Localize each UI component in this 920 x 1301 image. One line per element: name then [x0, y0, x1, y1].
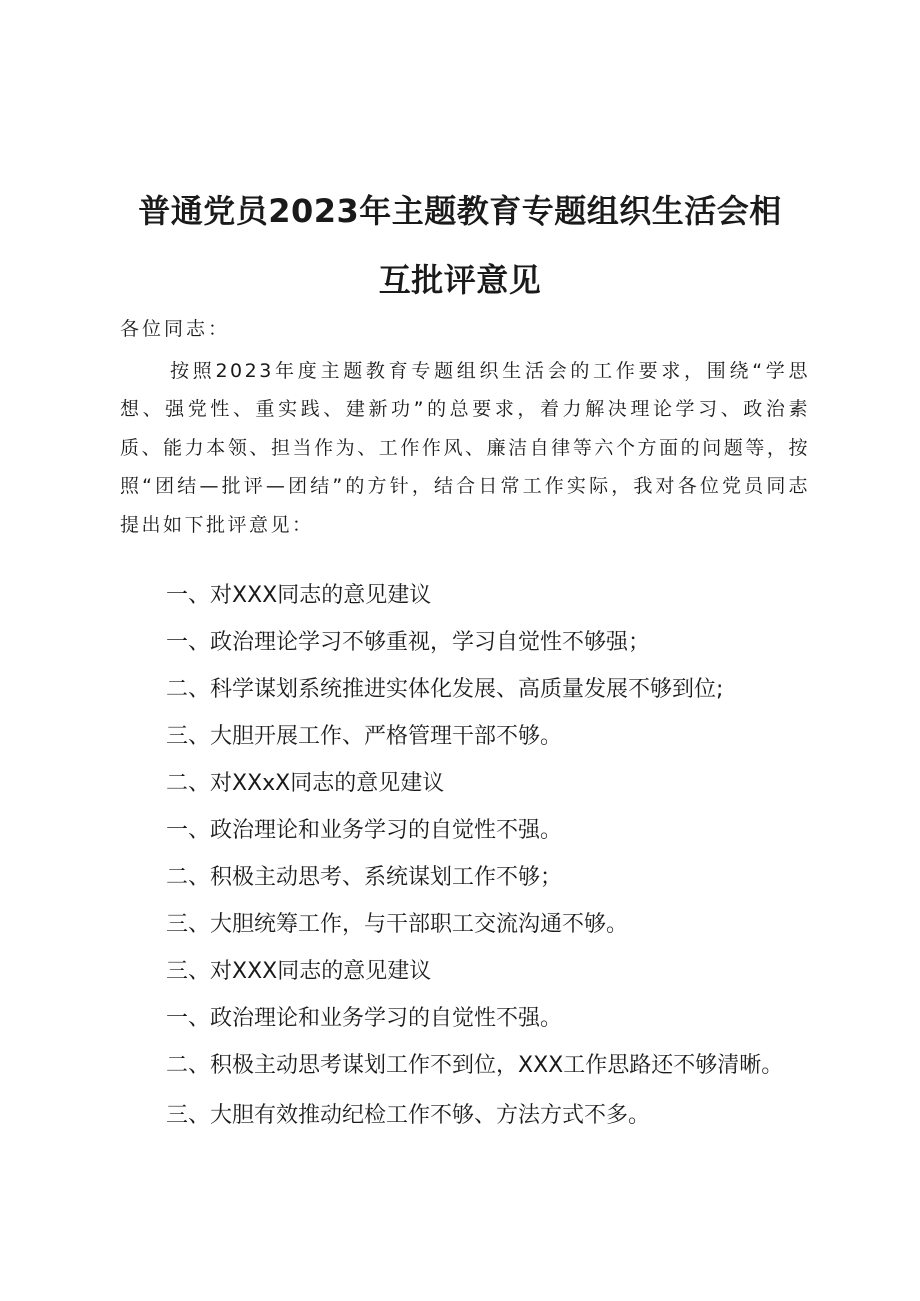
salutation: 各位同志： — [120, 318, 231, 340]
document-title-line-1: 普通党员2023年主题教育专题组织生活会相 — [138, 192, 782, 230]
section-1-item-1: 一、政治理论学习不够重视，学习自觉性不够强； — [166, 630, 651, 655]
document-title-line-2: 互批评意见 — [378, 261, 542, 299]
section-1-item-2: 二、科学谋划系统推进实体化发展、高质量发展不够到位; — [166, 677, 724, 702]
section-1-item-3: 三、大胆开展工作、严格管理干部不够。 — [166, 724, 563, 749]
intro-paragraph: 按照2023年度主题教育专题组织生活会的工作要求，围绕“学思想、强党性、重实践、建新功”的总要求，着力解决理论学习、政治素质、能力本领、担当作为、工作作风、廉洁自律等六个方面的问题等，按照“团结—批评—团结”的方针，结合日常工作实际，我对各位党员同志提出如下批评意见： — [120, 360, 810, 536]
section-3-heading: 三、对XXX同志的意见建议 — [166, 959, 432, 984]
section-2-item-1: 一、政治理论和业务学习的自觉性不强。 — [166, 818, 563, 843]
section-3-item-3: 三、大胆有效推动纪检工作不够、方法方式不多。 — [166, 1103, 651, 1128]
section-2-item-3: 三、大胆统筹工作，与干部职工交流沟通不够。 — [166, 912, 629, 937]
section-1-heading: 一、对XXX同志的意见建议 — [166, 583, 432, 608]
section-3-item-1: 一、政治理论和业务学习的自觉性不强。 — [166, 1006, 563, 1031]
section-2-item-2: 二、积极主动思考、系统谋划工作不够； — [166, 865, 563, 890]
section-3-item-2: 二、积极主动思考谋划工作不到位，XXX工作思路还不够清晰。 — [166, 1053, 784, 1078]
section-2-heading: 二、对XXxX同志的意见建议 — [166, 771, 445, 796]
